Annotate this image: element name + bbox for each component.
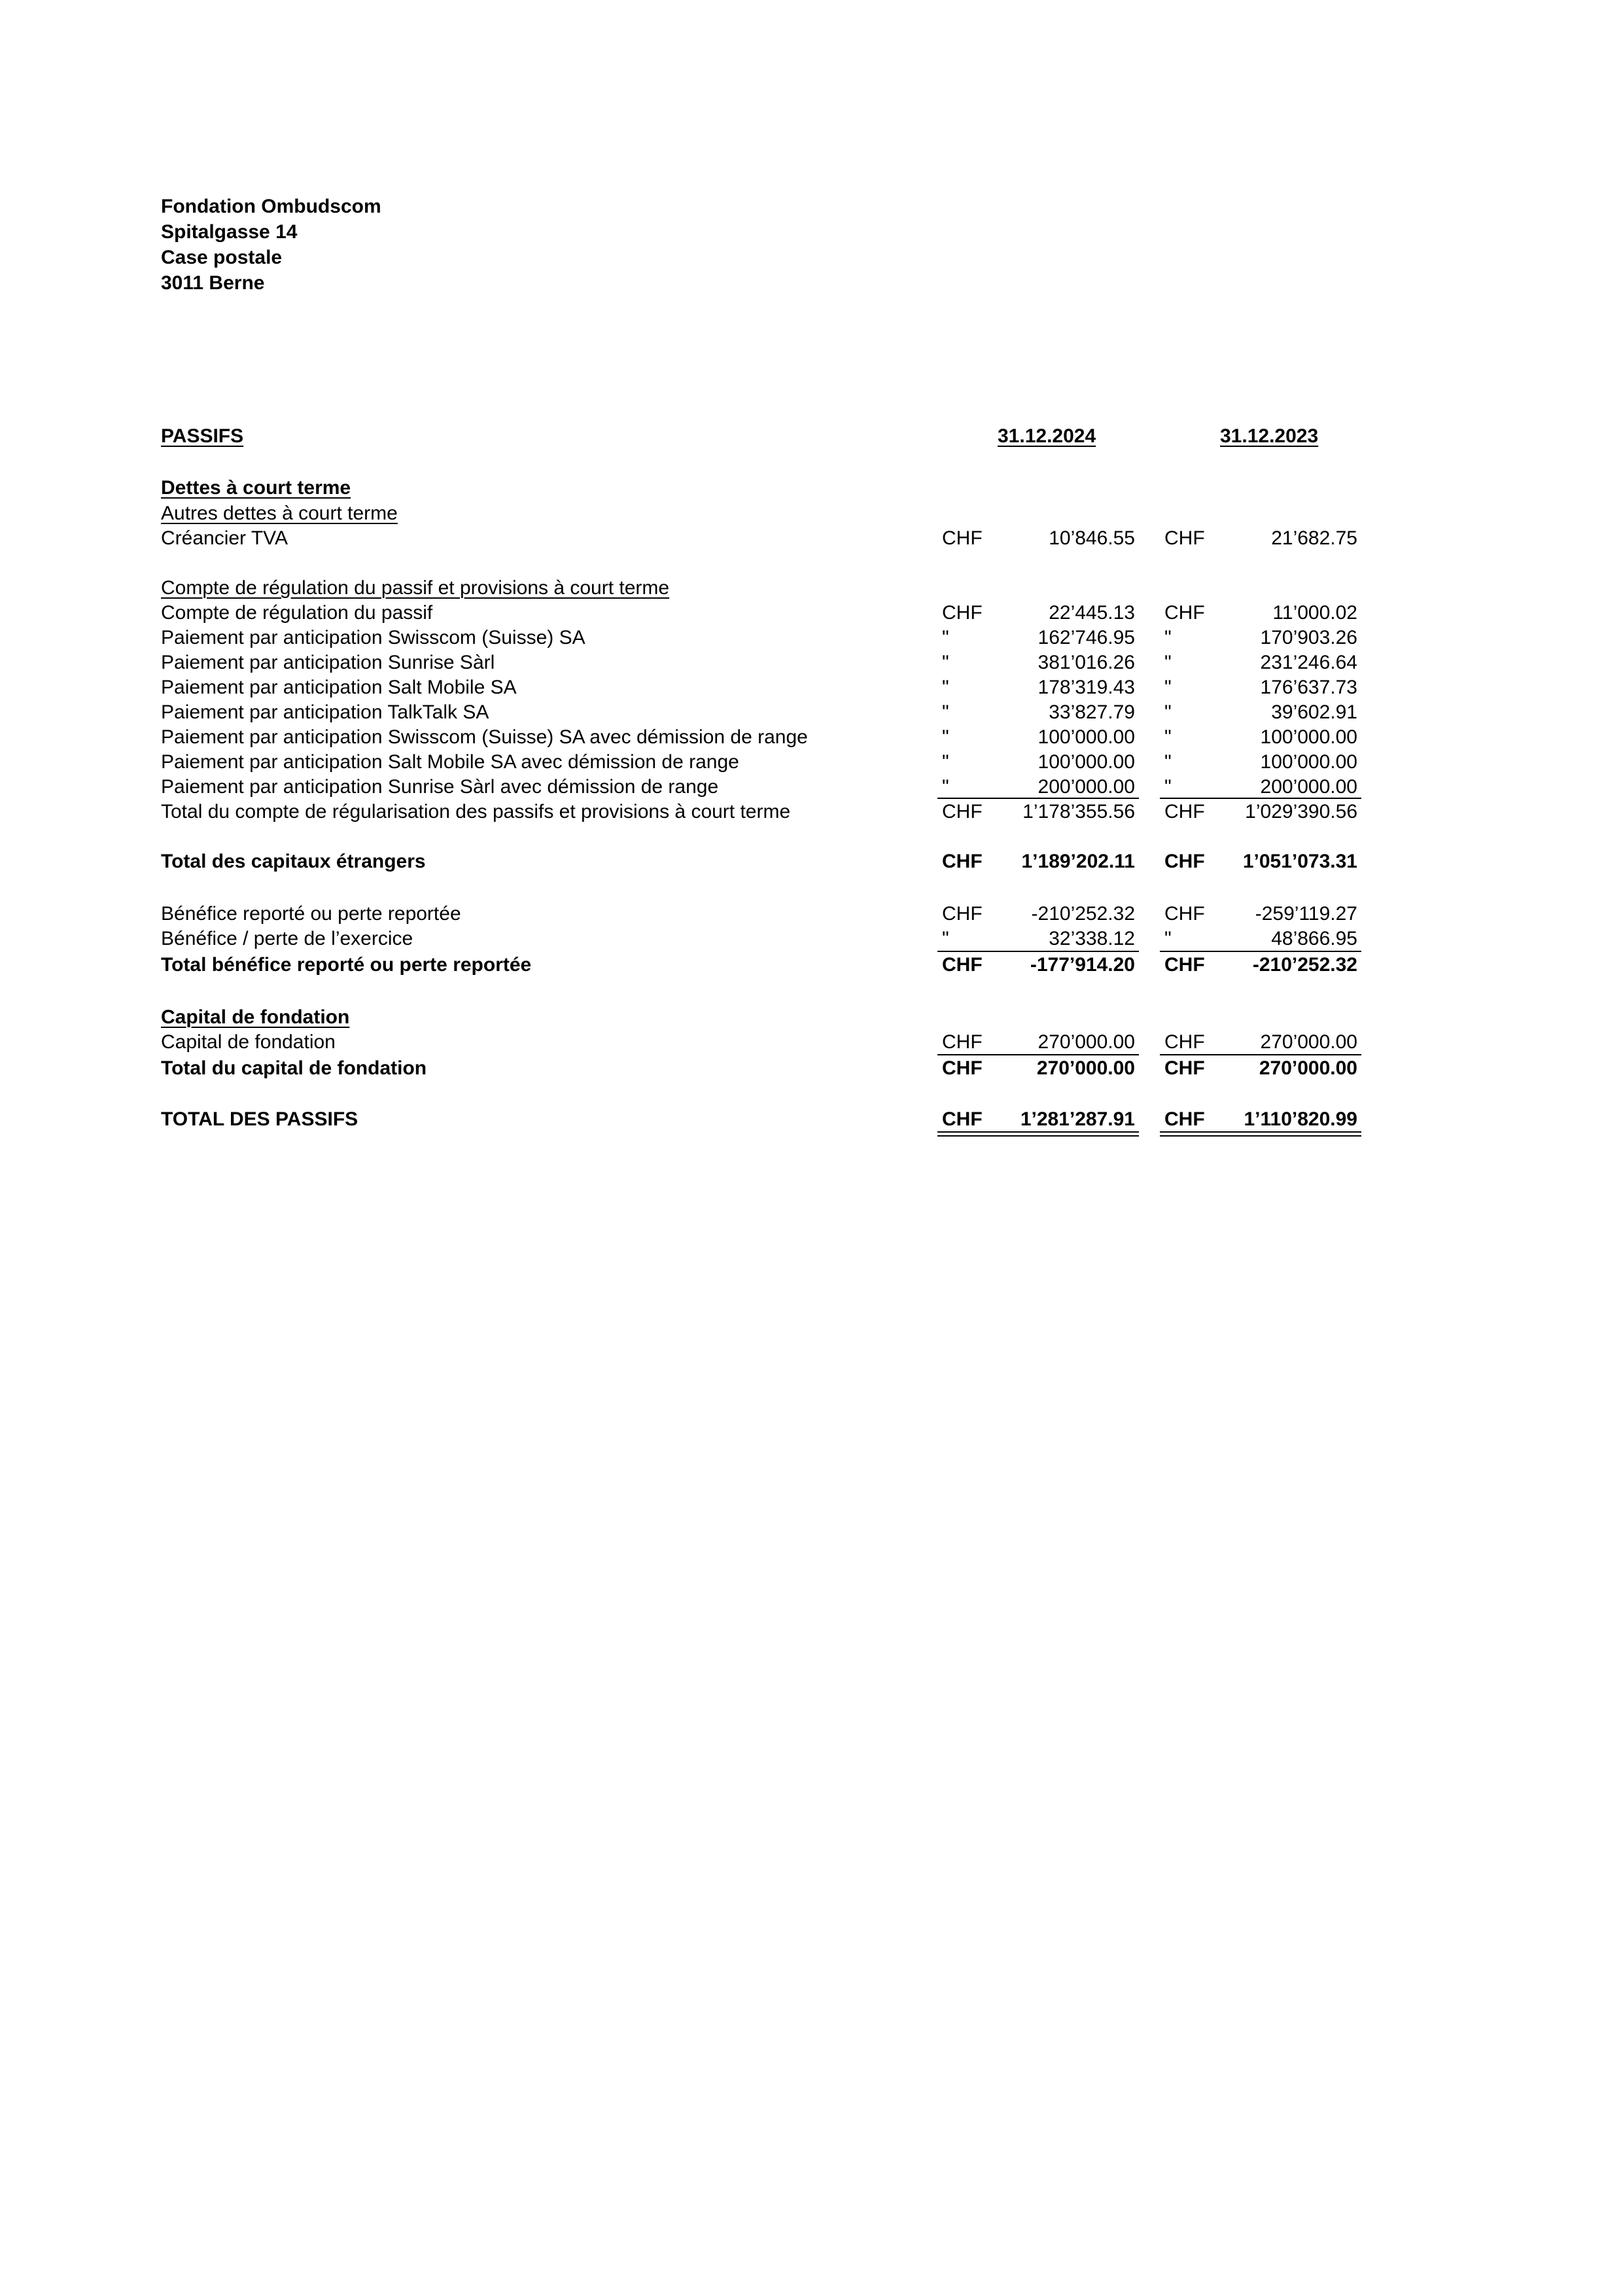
org-name: Fondation Ombudscom: [161, 196, 381, 217]
postbox: Case postale: [161, 247, 283, 268]
section-heading: Dettes à court terme: [161, 477, 351, 499]
column-header-2023: 31.12.2023: [1220, 425, 1319, 447]
subsection-heading: Autres dettes à court terme: [161, 503, 398, 524]
column-header-2024: 31.12.2024: [998, 425, 1096, 447]
table-row: Paiement par anticipation TalkTalk SA " 33’827.79 " 39’602.91: [161, 701, 1357, 723]
table-row: Bénéfice / perte de l’exercice " 32’338.12 " 48’866.95: [161, 928, 1357, 949]
sum-rule: [937, 1054, 1139, 1055]
total-row: Total du capital de fondation CHF 270’000.00 CHF 270’000.00: [161, 1057, 1357, 1079]
sum-rule: [937, 798, 1139, 799]
table-row: Paiement par anticipation Sunrise Sàrl avec démission de range " 200’000.00 " 200’000.00: [161, 776, 1357, 798]
total-row: Total du compte de régularisation des passifs et provisions à court terme CHF 1’178’355.56 CHF 1’029’390.56: [161, 801, 1357, 822]
table-row: Paiement par anticipation Swisscom (Suisse) SA avec démission de range " 100’000.00 " 100’000.00: [161, 726, 1357, 748]
sum-rule: [1160, 951, 1361, 952]
total-row: Total des capitaux étrangers CHF 1’189’202.11 CHF 1’051’073.31: [161, 851, 1357, 872]
table-row: Paiement par anticipation Sunrise Sàrl " 381’016.26 " 231’246.64: [161, 652, 1357, 673]
table-row: Bénéfice reporté ou perte reportée CHF -210’252.32 CHF -259’119.27: [161, 903, 1357, 925]
table-row: Compte de régulation du passif CHF 22’445.13 CHF 11’000.02: [161, 602, 1357, 624]
sender-address: [161, 194, 381, 296]
table-row: Capital de fondation CHF 270’000.00 CHF 270’000.00: [161, 1031, 1357, 1053]
double-rule: [1160, 1131, 1361, 1137]
section-heading: Capital de fondation: [161, 1006, 350, 1028]
table-row: Paiement par anticipation Salt Mobile SA avec démission de range " 100’000.00 " 100’000.00: [161, 751, 1357, 773]
street: Spitalgasse 14: [161, 221, 298, 243]
subsection-heading: Compte de régulation du passif et provisions à court terme: [161, 577, 670, 599]
sum-rule: [1160, 798, 1361, 799]
total-row: Total bénéfice reporté ou perte reportée CHF -177’914.20 CHF -210’252.32: [161, 954, 1357, 976]
table-row: Paiement par anticipation Swisscom (Suisse) SA " 162’746.95 " 170’903.26: [161, 627, 1357, 648]
grand-total-row: TOTAL DES PASSIFS CHF 1’281’287.91 CHF 1’110’820.99: [161, 1108, 1357, 1130]
table-header: [0, 424, 1623, 449]
table-row: Créancier TVA CHF 10’846.55 CHF 21’682.75: [161, 527, 1357, 549]
section-title-passifs: PASSIFS: [161, 425, 244, 447]
table-row: Paiement par anticipation Salt Mobile SA " 178’319.43 " 176’637.73: [161, 677, 1357, 698]
sum-rule: [937, 951, 1139, 952]
double-rule: [937, 1131, 1139, 1137]
sum-rule: [1160, 1054, 1361, 1055]
city: 3011 Berne: [161, 272, 265, 294]
